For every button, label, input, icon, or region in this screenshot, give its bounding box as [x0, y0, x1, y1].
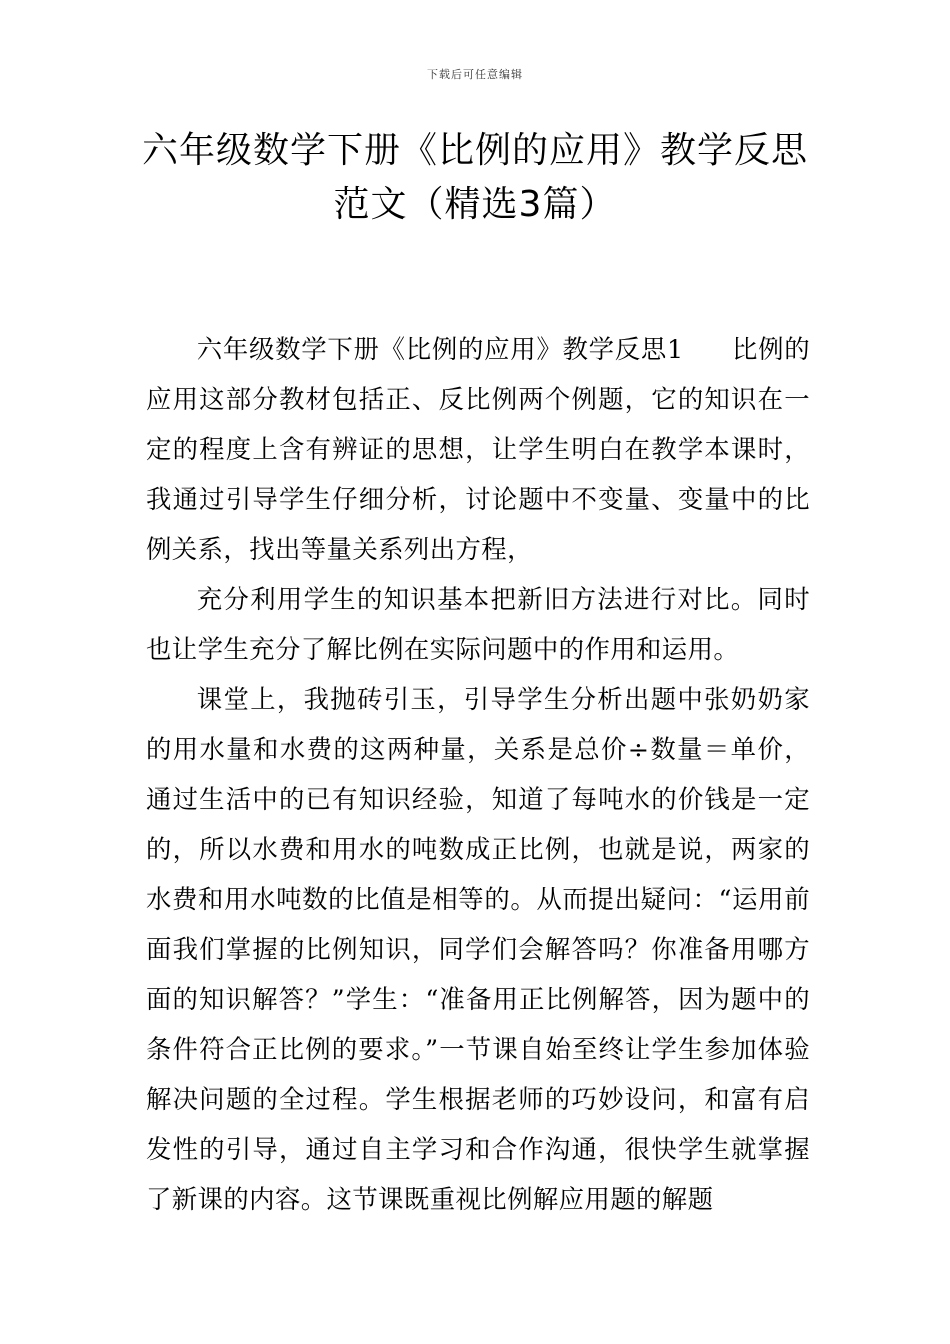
- header-note: 下载后可任意编辑: [427, 68, 523, 81]
- title-line-1: 六年级数学下册《比例的应用》教学反思: [141, 130, 808, 171]
- section-heading: 六年级数学下册《比例的应用》教学反思1: [196, 334, 684, 364]
- paragraph-1-text: 比例的应用这部分教材包括正、反比例两个例题，它的知识在一定的程度上含有辨证的思想，让学生明白在教学本课时，我通过引导学生仔细分析，讨论题中不变量、变量中的比例关系，找出等量关系列出方程，: [146, 334, 810, 564]
- paragraph-2: 充分利用学生的知识基本把新旧方法进行对比。同时也让学生充分了解比例在实际问题中的作用和运用。: [146, 584, 810, 664]
- paragraph-3: 课堂上，我抛砖引玉，引导学生分析出题中张奶奶家的用水量和水费的这两种量，关系是总价÷数量＝单价，通过生活中的已有知识经验，知道了每吨水的价钱是一定的，所以水费和用水的吨数成正比例，也就是说，两家的水费和用水吨数的比值是相等的。从而提出疑问：“运用前面我们掌握的比例知识，同学们会解答吗？你准备用哪方面的知识解答？”学生：“准备用正比例解答，因为题中的条件符合正比例的要求。”一节课自始至终让学生参加体验解决问题的全过程。学生根据老师的巧妙设问，和富有启发性的引导，通过自主学习和合作沟通，很快学生就掌握了新课的内容。这节课既重视比例解应用题的解题: [146, 684, 810, 1214]
- title-line-2: 范文（精选3篇）: [333, 184, 617, 225]
- document-body: [146, 324, 810, 1224]
- paragraph-1: [146, 324, 810, 574]
- document-title: [120, 124, 830, 232]
